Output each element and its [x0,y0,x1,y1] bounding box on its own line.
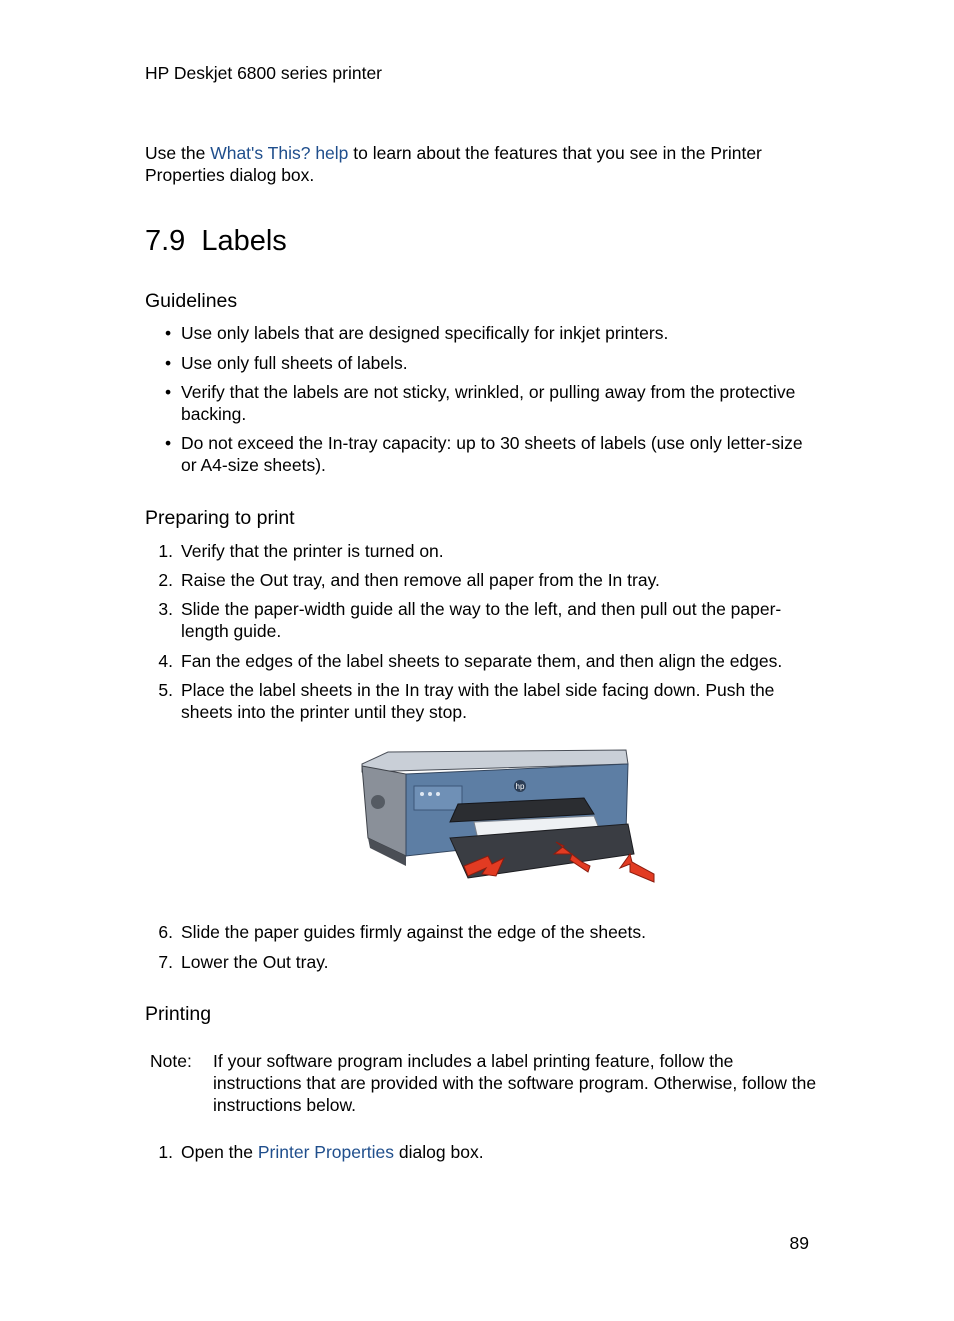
section-title: Labels [201,225,287,257]
step-item [145,569,817,591]
intro-text-post: dialog box. [224,165,315,185]
step-text-post: dialog box. [394,1142,484,1162]
power-button-icon [420,792,424,796]
guideline-text: Use only labels that are designed specifically for inkjet printers. [181,323,669,343]
step-item [145,679,817,723]
step-item [145,951,817,973]
bullet-marker: • [165,323,172,343]
side-badge-icon [371,795,385,809]
step-text: Slide the paper-width guide all the way to the left, and then pull out the paper-length guide. [181,599,782,641]
step-item [145,650,817,672]
cancel-button-icon [436,792,440,796]
intro-text-pre: Use the [145,143,211,163]
preparing-heading: Preparing to print [145,507,295,529]
step-number: 1. [158,541,173,561]
printing-heading: Printing [145,1003,212,1025]
step-item [145,1141,817,1163]
page-number: 89 [789,1233,809,1253]
guideline-item [145,381,817,425]
control-panel [414,786,462,810]
step-number: 4. [158,651,173,671]
step-item [145,921,817,943]
step-item [145,598,817,642]
step-text: Fan the edges of the label sheets to separate them, and then align the edges. [181,651,783,671]
guideline-item [145,352,817,374]
step-number: 3. [158,599,173,619]
note-label: Note: [150,1051,192,1071]
intro-paragraph [145,142,817,186]
step-item [145,540,817,562]
step-text [181,1141,817,1163]
intro-text-mid: to learn about the features that you see in the [348,143,711,163]
running-title: HP Deskjet 6800 series printer [145,63,383,83]
hp-logo-text: hp [515,782,525,791]
guideline-text: Use only full sheets of labels. [181,353,408,373]
bullet-marker: • [165,382,172,402]
step-number: 6. [158,922,173,942]
step-text: Verify that the printer is turned on. [181,541,444,561]
step-text: Place the label sheets in the In tray with the label side facing down. Push the sheets into the printer until they stop. [181,680,775,722]
step-number: 5. [158,680,173,700]
guidelines-heading: Guidelines [145,290,238,312]
section-number: 7.9 [145,225,186,257]
guideline-text: Do not exceed the In-tray capacity: up to 30 sheets of labels (use only letter-size or A4-size sheets). [181,433,803,475]
printer-properties-link[interactable]: Printer Properties [257,1142,395,1162]
printer-illustration [358,742,658,888]
guideline-item [145,432,817,476]
step-number: 2. [158,570,173,590]
step-text: Raise the Out tray, and then remove all paper from the In tray. [181,570,660,590]
step-text: Slide the paper guides firmly against the edge of the sheets. [181,922,647,942]
guideline-text: Verify that the labels are not sticky, wrinkled, or pulling away from the protective backing. [181,382,796,424]
printer-properties-term: Printer Properties [145,143,762,185]
whats-this-help-link[interactable]: What's This? help [210,143,349,163]
note-block [150,1050,817,1116]
step-number: 1. [158,1142,173,1162]
step-text: Lower the Out tray. [181,952,329,972]
bullet-marker: • [165,353,172,373]
step-text-pre: Open the [181,1142,258,1162]
arrow-right-icon [620,854,654,882]
step-number: 7. [158,952,173,972]
running-header [145,62,382,84]
printer-side [362,766,406,856]
note-text: If your software program includes a label printing feature, follow the instructions that are provided with the software program. Otherwise, follow the instructions below. [213,1051,817,1115]
bullet-marker: • [165,433,172,453]
resume-button-icon [428,792,432,796]
guideline-item [145,322,817,344]
section-heading [145,224,287,258]
